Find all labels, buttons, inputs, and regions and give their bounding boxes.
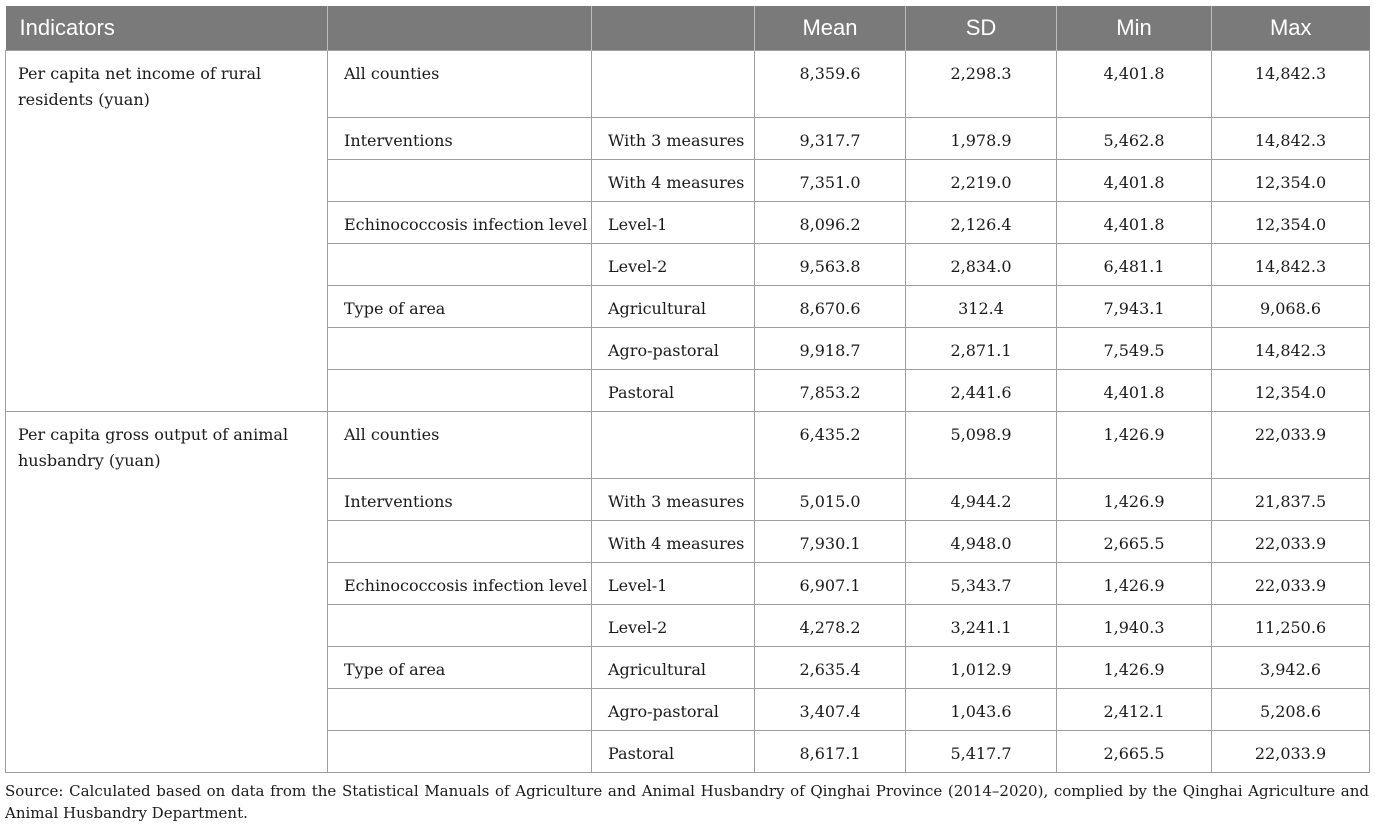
mean-cell: 8,359.6 [755, 51, 906, 118]
category-cell: Echinococcosis infection level [328, 563, 592, 605]
max-cell: 5,208.6 [1212, 689, 1370, 731]
category-cell: Interventions [328, 479, 592, 521]
subcategory-cell: Pastoral [592, 731, 755, 773]
sd-cell: 312.4 [906, 286, 1057, 328]
category-cell: Echinococcosis infection level [328, 202, 592, 244]
sd-cell: 2,219.0 [906, 160, 1057, 202]
max-cell: 14,842.3 [1212, 328, 1370, 370]
category-cell [328, 521, 592, 563]
mean-cell: 9,918.7 [755, 328, 906, 370]
min-cell: 7,943.1 [1057, 286, 1212, 328]
subcategory-cell: With 3 measures [592, 479, 755, 521]
category-cell [328, 328, 592, 370]
category-cell [328, 160, 592, 202]
max-cell: 14,842.3 [1212, 51, 1370, 118]
sd-cell: 3,241.1 [906, 605, 1057, 647]
subcategory-cell: Level-1 [592, 202, 755, 244]
header-indicators: Indicators [6, 6, 328, 51]
max-cell: 22,033.9 [1212, 563, 1370, 605]
header-row [6, 6, 1370, 51]
mean-cell: 2,635.4 [755, 647, 906, 689]
header-mean: Mean [755, 6, 906, 51]
max-cell: 22,033.9 [1212, 412, 1370, 479]
mean-cell: 8,096.2 [755, 202, 906, 244]
mean-cell: 3,407.4 [755, 689, 906, 731]
subcategory-cell: With 4 measures [592, 521, 755, 563]
sd-cell: 1,012.9 [906, 647, 1057, 689]
max-cell: 12,354.0 [1212, 202, 1370, 244]
mean-cell: 8,617.1 [755, 731, 906, 773]
subcategory-cell: Agricultural [592, 647, 755, 689]
max-cell: 11,250.6 [1212, 605, 1370, 647]
min-cell: 6,481.1 [1057, 244, 1212, 286]
category-cell: Interventions [328, 118, 592, 160]
mean-cell: 8,670.6 [755, 286, 906, 328]
subcategory-cell: Level-2 [592, 244, 755, 286]
sd-cell: 1,978.9 [906, 118, 1057, 160]
min-cell: 5,462.8 [1057, 118, 1212, 160]
source-note: Source: Calculated based on data from the Statistical Manuals of Agriculture and Animal Husbandry of Qinghai Province (2014–2020), complied by the Qinghai Agriculture and Animal Husbandry Department. [5, 782, 1369, 822]
category-cell: All counties [328, 412, 592, 479]
mean-cell: 7,351.0 [755, 160, 906, 202]
category-cell [328, 370, 592, 412]
min-cell: 4,401.8 [1057, 370, 1212, 412]
subcategory-cell: Level-2 [592, 605, 755, 647]
min-cell: 1,426.9 [1057, 563, 1212, 605]
mean-cell: 9,563.8 [755, 244, 906, 286]
subcategory-cell: With 3 measures [592, 118, 755, 160]
category-cell [328, 689, 592, 731]
statistics-table [5, 6, 1370, 773]
subcategory-cell: Pastoral [592, 370, 755, 412]
max-cell: 14,842.3 [1212, 118, 1370, 160]
max-cell: 12,354.0 [1212, 160, 1370, 202]
subcategory-cell: Level-1 [592, 563, 755, 605]
max-cell: 22,033.9 [1212, 731, 1370, 773]
category-cell: Type of area [328, 286, 592, 328]
header-sd: SD [906, 6, 1057, 51]
table-body [6, 51, 1370, 773]
mean-cell: 6,435.2 [755, 412, 906, 479]
sd-cell: 4,948.0 [906, 521, 1057, 563]
sd-cell: 2,126.4 [906, 202, 1057, 244]
sd-cell: 1,043.6 [906, 689, 1057, 731]
indicator-cell: Per capita net income of rural residents (yuan) [6, 51, 328, 412]
max-cell: 12,354.0 [1212, 370, 1370, 412]
mean-cell: 9,317.7 [755, 118, 906, 160]
mean-cell: 6,907.1 [755, 563, 906, 605]
min-cell: 1,426.9 [1057, 412, 1212, 479]
category-cell: All counties [328, 51, 592, 118]
sd-cell: 5,417.7 [906, 731, 1057, 773]
header-max: Max [1212, 6, 1370, 51]
subcategory-cell: Agro-pastoral [592, 328, 755, 370]
mean-cell: 4,278.2 [755, 605, 906, 647]
header-blank-category [328, 6, 592, 51]
min-cell: 1,426.9 [1057, 479, 1212, 521]
min-cell: 4,401.8 [1057, 160, 1212, 202]
max-cell: 9,068.6 [1212, 286, 1370, 328]
sd-cell: 2,298.3 [906, 51, 1057, 118]
min-cell: 2,665.5 [1057, 521, 1212, 563]
header-min: Min [1057, 6, 1212, 51]
min-cell: 1,426.9 [1057, 647, 1212, 689]
category-cell [328, 244, 592, 286]
subcategory-cell [592, 412, 755, 479]
category-cell [328, 605, 592, 647]
min-cell: 7,549.5 [1057, 328, 1212, 370]
mean-cell: 5,015.0 [755, 479, 906, 521]
category-cell: Type of area [328, 647, 592, 689]
table-container [5, 6, 1369, 773]
min-cell: 4,401.8 [1057, 202, 1212, 244]
indicator-cell: Per capita gross output of animal husbandry (yuan) [6, 412, 328, 773]
category-cell [328, 731, 592, 773]
table-row [6, 51, 1370, 118]
subcategory-cell: Agricultural [592, 286, 755, 328]
min-cell: 2,665.5 [1057, 731, 1212, 773]
mean-cell: 7,853.2 [755, 370, 906, 412]
max-cell: 21,837.5 [1212, 479, 1370, 521]
sd-cell: 2,871.1 [906, 328, 1057, 370]
max-cell: 22,033.9 [1212, 521, 1370, 563]
subcategory-cell: Agro-pastoral [592, 689, 755, 731]
mean-cell: 7,930.1 [755, 521, 906, 563]
max-cell: 14,842.3 [1212, 244, 1370, 286]
sd-cell: 5,343.7 [906, 563, 1057, 605]
table-row [6, 412, 1370, 479]
subcategory-cell: With 4 measures [592, 160, 755, 202]
min-cell: 2,412.1 [1057, 689, 1212, 731]
header-blank-subcategory [592, 6, 755, 51]
subcategory-cell [592, 51, 755, 118]
sd-cell: 2,834.0 [906, 244, 1057, 286]
sd-cell: 5,098.9 [906, 412, 1057, 479]
sd-cell: 4,944.2 [906, 479, 1057, 521]
sd-cell: 2,441.6 [906, 370, 1057, 412]
max-cell: 3,942.6 [1212, 647, 1370, 689]
min-cell: 4,401.8 [1057, 51, 1212, 118]
min-cell: 1,940.3 [1057, 605, 1212, 647]
